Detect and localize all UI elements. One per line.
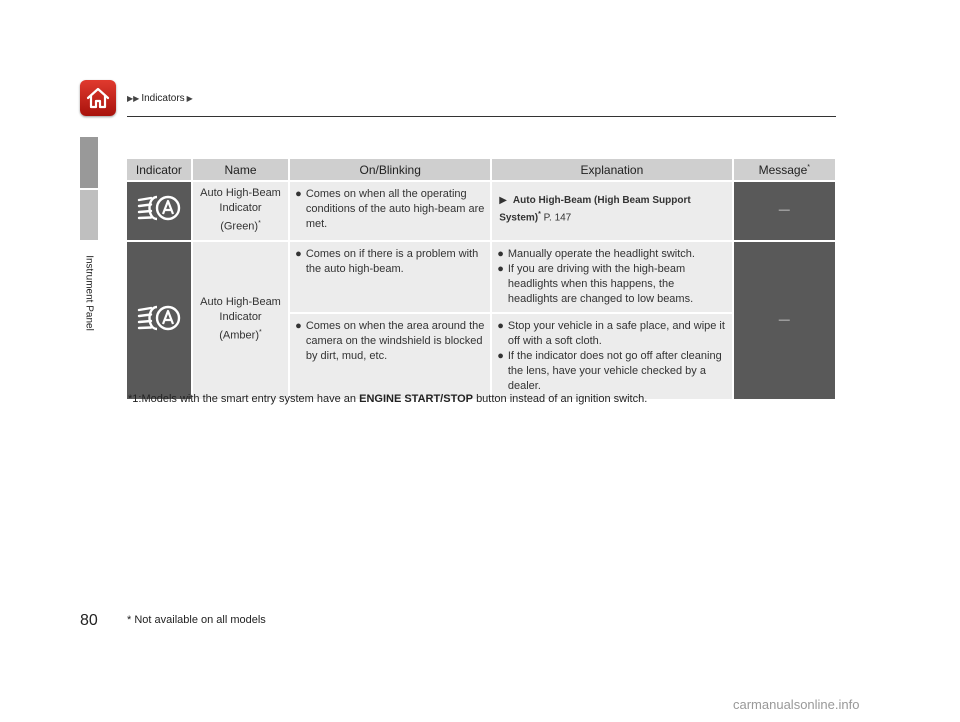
- section-tab-marker-light: [80, 190, 98, 240]
- header-explanation: Explanation: [492, 159, 731, 180]
- explanation-cell: ● Stop your vehicle in a safe place, and wipe it off with a soft cloth. ● If the indicator does not go off after cleaning the lens, have your vehicle checked by a dealer.: [492, 314, 731, 399]
- availability-note: * Not available on all models: [127, 614, 266, 626]
- home-icon: [85, 86, 111, 110]
- table-row: [127, 242, 835, 312]
- header-on-blinking: On/Blinking: [290, 159, 490, 180]
- header-divider: [127, 116, 836, 117]
- indicator-cell: [127, 242, 191, 399]
- page-number: 80: [80, 612, 98, 629]
- table-header-row: [127, 159, 835, 180]
- message-cell: —: [734, 182, 835, 240]
- indicator-cell: [127, 182, 191, 240]
- breadcrumb-current[interactable]: Indicators: [141, 93, 185, 104]
- section-tab-marker: [80, 137, 98, 188]
- header-message: Message*: [734, 159, 835, 180]
- cross-reference-link[interactable]: ▶ Auto High-Beam (High Beam Support System)* P. 147: [499, 195, 691, 224]
- indicator-table: [125, 157, 837, 401]
- breadcrumb-arrow-icon: ▶: [186, 94, 193, 103]
- name-cell: Auto High-Beam Indicator (Amber)*: [193, 242, 288, 399]
- explanation-cell: [492, 182, 731, 240]
- auto-high-beam-icon: [135, 193, 183, 223]
- on-blinking-cell: ● Comes on if there is a problem with the auto high-beam.: [290, 242, 490, 312]
- on-blinking-cell: ● Comes on when all the operating conditions of the auto high-beam are met.: [290, 182, 490, 240]
- auto-high-beam-icon: [135, 303, 183, 333]
- name-cell: Auto High-Beam Indicator (Green)*: [193, 182, 288, 240]
- header-indicator: Indicator: [127, 159, 191, 180]
- header-name: Name: [193, 159, 288, 180]
- footnote: *1:Models with the smart entry system have an ENGINE START/STOP button instead of an ignition switch.: [128, 393, 648, 405]
- breadcrumb-arrow-icon: ▶▶: [127, 94, 140, 103]
- watermark: carmanualsonline.info: [733, 697, 860, 712]
- section-label: Instrument Panel: [83, 255, 95, 331]
- reference-arrow-icon: ▶: [499, 195, 507, 206]
- table-row: [127, 182, 835, 240]
- breadcrumb[interactable]: [127, 93, 193, 104]
- explanation-cell: ● Manually operate the headlight switch. ● If you are driving with the high-beam headlights when this happens, the headlights are changed to low beams.: [492, 242, 731, 312]
- message-cell: —: [734, 242, 835, 399]
- home-button[interactable]: [80, 80, 116, 116]
- on-blinking-cell: ● Comes on when the area around the camera on the windshield is blocked by dirt, mud, etc.: [290, 314, 490, 399]
